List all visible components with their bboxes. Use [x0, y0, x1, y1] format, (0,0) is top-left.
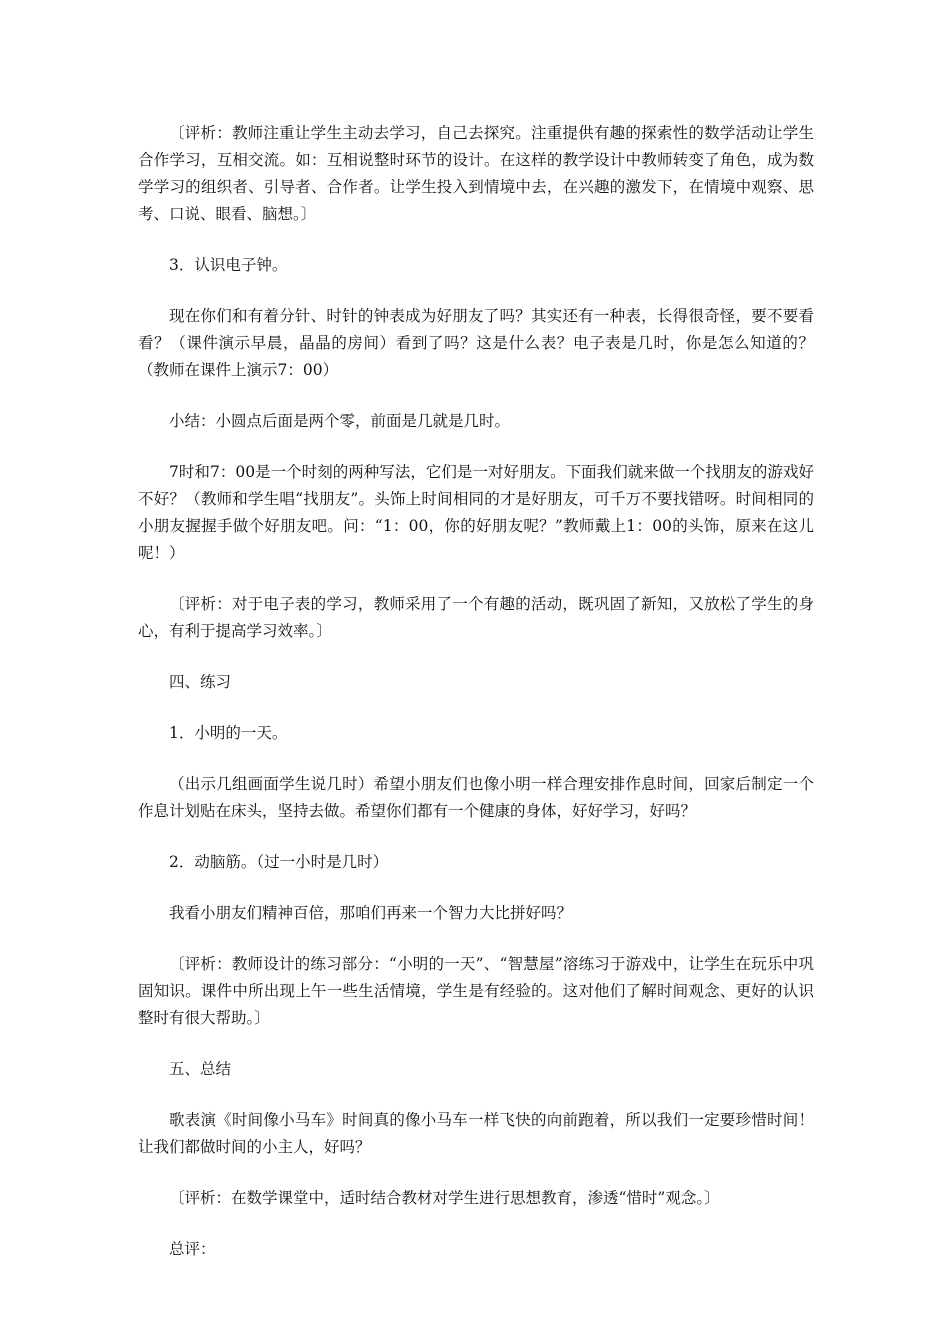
body-paragraph: 歌表演《时间像小马车》时间真的像小马车一样飞快的向前跑着，所以我们一定要珍惜时间！让我们都做时间的小主人，好吗？ — [138, 1111, 814, 1156]
section-heading-electronic-clock: 3．认识电子钟。 — [169, 256, 288, 274]
summary-paragraph: 小结：小圆点后面是两个零，前面是几就是几时。 — [169, 412, 511, 430]
body-paragraph: 7时和7：00是一个时刻的两种写法，它们是一对好朋友。下面我们就来做一个找朋友的游戏好不好？（教师和学生唱“找朋友”。头饰上时间相同的才是好朋友，可千万不要找错呀。时间相同的小朋友握握手做个好朋友吧。问：“1：00，你的好朋友呢？”教师戴上1：00的头饰，原来在这儿呢！） — [138, 463, 814, 562]
commentary-paragraph: 〔评析：教师注重让学生主动去学习，自己去探究。注重提供有趣的探索性的数学活动让学生合作学习，互相交流。如：互相说整时环节的设计。在这样的教学设计中教师转变了角色，成为数学学习的组织者、引导者、合作者。让学生投入到情境中去，在兴趣的激发下，在情境中观察、思考、口说、眼看、脑想。〕 — [138, 124, 814, 223]
section-heading-summary: 五、总结 — [169, 1060, 232, 1078]
section-heading-practice: 四、练习 — [169, 673, 232, 691]
document-body — [138, 120, 814, 1287]
body-paragraph: 现在你们和有着分针、时针的钟表成为好朋友了吗？其实还有一种表，长得很奇怪，要不要看看？（课件演示早晨，晶晶的房间）看到了吗？这是什么表？电子表是几时，你是怎么知道的？（教师在课件上演示7：00） — [138, 307, 814, 379]
body-paragraph: 我看小朋友们精神百倍，那咱们再来一个智力大比拼好吗？ — [169, 904, 573, 922]
subsection-heading-xiaoming-day: 1．小明的一天。 — [169, 724, 288, 742]
section-heading-overall-review: 总评： — [169, 1240, 216, 1258]
commentary-paragraph: 〔评析：在数学课堂中，适时结合教材对学生进行思想教育，渗透“惜时”观念。〕 — [169, 1189, 720, 1207]
commentary-paragraph: 〔评析：教师设计的练习部分：“小明的一天”、“智慧屋”溶练习于游戏中，让学生在玩乐中巩固知识。课件中所出现上午一些生活情境，学生是有经验的。这对他们了解时间观念、更好的认识整时有很大帮助。〕 — [138, 955, 814, 1027]
body-paragraph: （出示几组画面学生说几时）希望小朋友们也像小明一样合理安排作息时间，回家后制定一个作息计划贴在床头，坚持去做。希望你们都有一个健康的身体，好好学习，好吗？ — [138, 775, 814, 820]
subsection-heading-brain-teaser: 2．动脑筋。（过一小时是几时） — [169, 853, 389, 871]
commentary-paragraph: 〔评析：对于电子表的学习，教师采用了一个有趣的活动，既巩固了新知，又放松了学生的身心，有利于提高学习效率。〕 — [138, 595, 814, 640]
